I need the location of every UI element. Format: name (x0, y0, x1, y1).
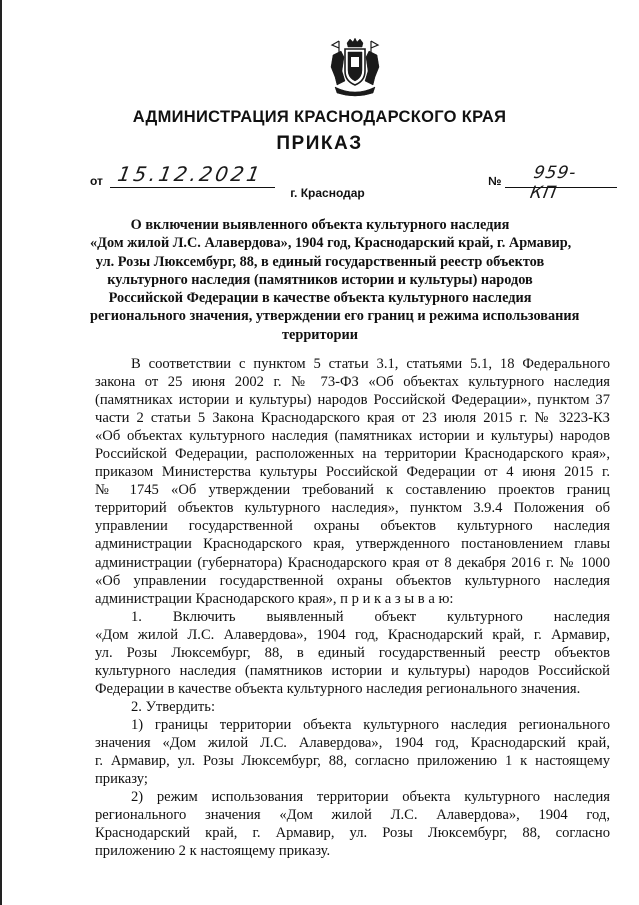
heading-line: ул. Розы Люксембург, 88, в единый государственный реестр объектов (95, 253, 545, 270)
body-line: приказу; (95, 771, 148, 788)
body-line: приказом Министерства культуры Российской Федерации от 4 июня 2015 г. (95, 464, 610, 481)
body-line: «Дом жилой Л.С. Алавердова», 1904 год, Краснодарский край, г. Армавир, (95, 626, 610, 643)
handwritten-date: 15.12.2021 (115, 162, 265, 186)
body-line: администрации Краснодарского края», п р и к а з ы в а ю: (95, 590, 454, 607)
heading-line: О включении выявленного объекта культурного наследия (130, 217, 510, 233)
body-line: закона от 25 июня 2002 г. № 73-ФЗ «Об объектах культурного наследия (95, 374, 610, 391)
handwritten-number: 959-КП (528, 163, 579, 203)
document-heading (90, 216, 580, 344)
body-line: (памятниках истории и культуры) народов Российской Федерации», пунктом 37 (95, 392, 610, 409)
body-line: г. Армавир, ул. Розы Люксембург, 88, согласно приложению 1 к настоящему (95, 753, 610, 770)
krasnodar-coat-of-arms-icon (327, 37, 383, 99)
document-body (95, 355, 610, 860)
body-line: Федерации в качестве объекта культурного наследия регионального значения. (95, 680, 581, 697)
body-line: Краснодарский край, г. Армавир, ул. Розы Люксембург, 88, согласно (95, 825, 610, 842)
city-label: г. Краснодар (290, 186, 365, 200)
body-line: культурного наследия (памятников истории и культуры) народов Российской (95, 662, 610, 679)
body-line: «Об объектах культурного наследия (памятниках истории и культуры) народов (95, 428, 610, 445)
heading-line: территории (282, 326, 358, 343)
heading-line: культурного наследия (памятников истории и культуры) народов (107, 271, 533, 288)
body-line: администрации (губернатора) Краснодарского края от 8 декабря 2016 г. № 1000 (95, 554, 610, 571)
body-line: 2. Утвердить: (131, 698, 216, 715)
body-line: 1) границы территории объекта культурного наследия регионального (131, 716, 610, 733)
date-prefix: от (90, 174, 103, 188)
body-line: ул. Розы Люксембург, 88, в единый государственный реестр объектов (95, 644, 610, 661)
body-line: территорий объектов культурного наследия», пунктом 3.9.4 Положения об (95, 500, 610, 517)
body-line: администрации Краснодарского края, утвержденного постановлением главы (95, 536, 610, 553)
body-line: приложению 2 к настоящему приказу. (95, 843, 331, 860)
body-line: части 2 статьи 5 Закона Краснодарского края от 23 июля 2015 г. № 3223-КЗ (95, 410, 610, 427)
body-line: 2) режим использования территории объекта культурного наследия (131, 789, 610, 806)
number-prefix: № (488, 174, 502, 188)
heading-line: «Дом жилой Л.С. Алавердова», 1904 год, Краснодарский край, г. Армавир, (90, 235, 572, 252)
body-line: Российской Федерации, расположенных на территории Краснодарского края», (95, 446, 610, 463)
body-line: «Об управлении государственной охраны объектов культурного наследия (95, 572, 610, 589)
heading-line: регионального значения, утверждении его границ и режима использования (90, 308, 580, 325)
body-line: В соответствии с пунктом 5 статьи 3.1, статьями 5.1, 18 Федерального (131, 356, 610, 372)
document-type: ПРИКАЗ (276, 133, 363, 154)
heading-line: Российской Федерации в качестве объекта культурного наследия (108, 290, 532, 307)
body-line: значения «Дом жилой Л.С. Алавердова», 1904 год, Краснодарский край, (95, 734, 610, 751)
body-line: № 1745 «Об утверждении требований к составлению проектов границ (95, 482, 610, 499)
organization-title: АДМИНИСТРАЦИЯ КРАСНОДАРСКОГО КРАЯ (132, 108, 507, 126)
body-line: регионального значения «Дом жилой Л.С. Алавердова», 1904 год, (95, 807, 610, 824)
body-line: управлении государственной охраны объектов культурного наследия (95, 518, 610, 535)
body-line: 1. Включить выявленный объект культурного наследия (131, 608, 610, 625)
